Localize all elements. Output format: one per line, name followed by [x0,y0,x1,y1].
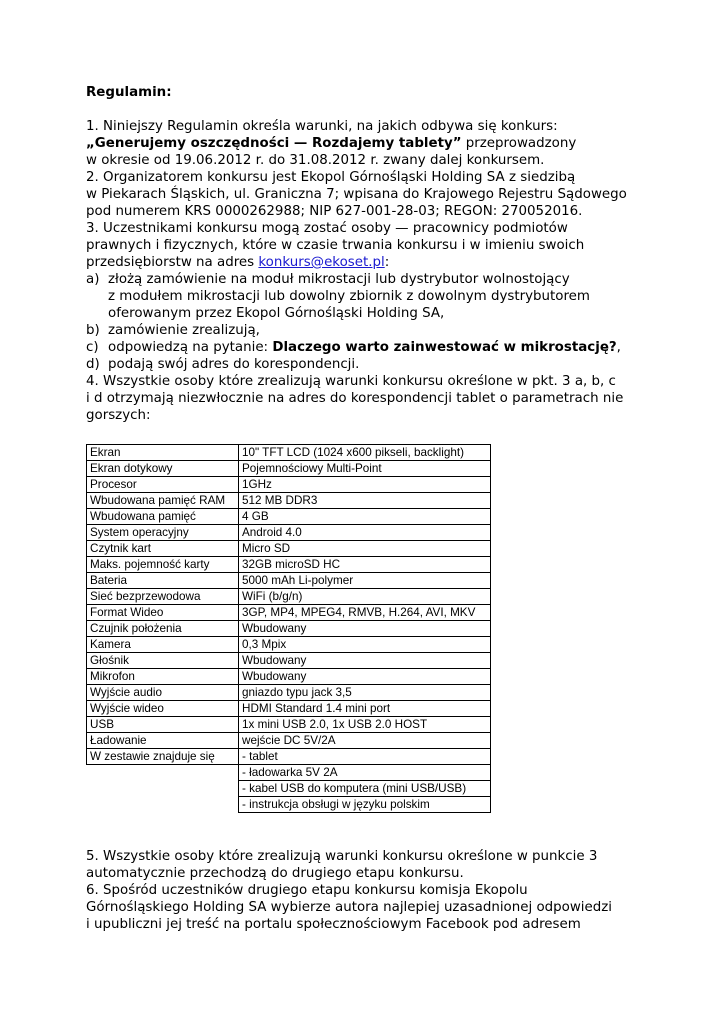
paragraph-text: : [384,255,390,270]
paragraph-line: w Piekarach Śląskich, ul. Graniczna 7; wpisana do Krajowego Rejestru Sądowego [86,187,627,202]
spec-label: Format Wideo [87,605,239,621]
table-row [87,749,491,765]
table-row [87,637,491,653]
spec-label: Procesor [87,477,239,493]
table-row [87,493,491,509]
spec-label: Maks. pojemność karty [87,557,239,573]
list-marker: b) [86,323,100,338]
table-row [87,525,491,541]
list-text: , [616,340,621,355]
table-row [87,685,491,701]
list-text: odpowiedzą na pytanie: [108,340,273,355]
table-row [87,797,491,813]
spec-label: Wyjście wideo [87,701,239,717]
spec-label [87,781,239,797]
list-item-a [86,271,646,322]
paragraph-3 [86,220,646,271]
spec-value: 4 GB [239,509,491,525]
spec-value: Micro SD [239,541,491,557]
spec-label [87,797,239,813]
spec-value: Wbudowany [239,621,491,637]
paragraph-4 [86,373,646,424]
paragraph-line [86,254,646,271]
paragraph-6 [86,882,646,933]
spec-label: Wbudowana pamięć RAM [87,493,239,509]
spec-label: Wyjście audio [87,685,239,701]
paragraph-line: w okresie od 19.06.2012 r. do 31.08.2012 r. zwany dalej konkursem. [86,153,545,168]
table-row [87,733,491,749]
contest-question: Dlaczego warto zainwestować w mikrostację? [272,340,617,355]
document-body-continued [86,848,646,933]
table-row [87,701,491,717]
spec-value: WiFi (b/g/n) [239,589,491,605]
spec-value: 3GP, MP4, MPEG4, RMVB, H.264, AVI, MKV [239,605,491,621]
paragraph-line: 5. Wszystkie osoby które zrealizują warunki konkursu określone w punkcie 3 [86,849,598,864]
table-row [87,669,491,685]
tablet-spec-table [86,444,491,813]
spec-value: Pojemnościowy Multi-Point [239,461,491,477]
spec-label: Ekran dotykowy [87,461,239,477]
list-marker: c) [86,340,99,355]
email-link[interactable]: konkurs@ekoset.pl [258,255,385,270]
table-row [87,509,491,525]
spec-value: - tablet [239,749,491,765]
list-line: złożą zamówienie na moduł mikrostacji lub dystrybutor wolnostojący [108,272,570,287]
paragraph-line: 1. Niniejszy Regulamin określa warunki, na jakich odbywa się konkurs: [86,119,558,134]
spec-label: System operacyjny [87,525,239,541]
table-row [87,541,491,557]
list-line: zamówienie zrealizują, [108,323,260,338]
conditions-list [86,271,646,373]
document-title: Regulamin: [86,85,172,100]
paragraph-line: 3. Uczestnikami konkursu mogą zostać osoby — pracownicy podmiotów [86,221,568,236]
table-row [87,573,491,589]
spec-label: W zestawie znajduje się [87,749,239,765]
spec-value: HDMI Standard 1.4 mini port [239,701,491,717]
paragraph-line: Górnośląskiego Holding SA wybierze autora najlepiej uzasadnionej odpowiedzi [86,900,612,915]
spec-value: - kabel USB do komputera (mini USB/USB) [239,781,491,797]
paragraph-line [86,135,646,152]
list-line: podają swój adres do korespondencji. [108,357,360,372]
list-item-c [86,339,646,356]
paragraph-2 [86,169,646,220]
contest-name: „Generujemy oszczędności — Rozdajemy tablety” [86,136,462,151]
spec-value: 5000 mAh Li-polymer [239,573,491,589]
paragraph-1 [86,118,646,169]
table-row [87,605,491,621]
document-body [86,84,646,424]
paragraph-text: przeprowadzony [461,136,577,151]
spec-value: wejście DC 5V/2A [239,733,491,749]
list-marker: a) [86,272,100,287]
list-item-b [86,322,646,339]
spec-label: Wbudowana pamięć [87,509,239,525]
spec-label: Czytnik kart [87,541,239,557]
paragraph-line: 4. Wszystkie osoby które zrealizują warunki konkursu określone w pkt. 3 a, b, c [86,374,616,389]
spec-value: 10" TFT LCD (1024 x600 pikseli, backlight) [239,445,491,461]
spec-label: Czujnik położenia [87,621,239,637]
spec-label: Kamera [87,637,239,653]
paragraph-text: przedsiębiorstw na adres [86,255,259,270]
paragraph-line: prawnych i fizycznych, które w czasie trwania konkursu i w imieniu swoich [86,238,585,253]
paragraph-5 [86,848,646,882]
table-row [87,717,491,733]
table-row [87,765,491,781]
table-row [87,653,491,669]
paragraph-line: i upubliczni jej treść na portalu społecznościowym Facebook pod adresem [86,917,581,932]
spec-value: 1x mini USB 2.0, 1x USB 2.0 HOST [239,717,491,733]
paragraph-line: 2. Organizatorem konkursu jest Ekopol Górnośląski Holding SA z siedzibą [86,170,576,185]
table-row [87,445,491,461]
spec-value: 32GB microSD HC [239,557,491,573]
spec-value: Android 4.0 [239,525,491,541]
spec-label: Bateria [87,573,239,589]
spec-value: - instrukcja obsługi w języku polskim [239,797,491,813]
spec-label: USB [87,717,239,733]
list-line: oferowanym przez Ekopol Górnośląski Holding SA, [108,306,445,321]
table-row [87,557,491,573]
table-row [87,621,491,637]
spec-value: gniazdo typu jack 3,5 [239,685,491,701]
spec-value: 0,3 Mpix [239,637,491,653]
spec-value: - ładowarka 5V 2A [239,765,491,781]
list-marker: d) [86,357,100,372]
list-line: z modułem mikrostacji lub dowolny zbiornik z dowolnym dystrybutorem [108,289,590,304]
spec-label: Sieć bezprzewodowa [87,589,239,605]
spec-value: 512 MB DDR3 [239,493,491,509]
table-row [87,477,491,493]
paragraph-line: automatycznie przechodzą do drugiego etapu konkursu. [86,866,464,881]
spec-label: Ładowanie [87,733,239,749]
spec-label: Ekran [87,445,239,461]
paragraph-line: pod numerem KRS 0000262988; NIP 627-001-28-03; REGON: 270052016. [86,204,583,219]
list-line [108,339,646,356]
spec-label: Głośnik [87,653,239,669]
table-row [87,461,491,477]
spec-value: 1GHz [239,477,491,493]
list-item-d [86,356,646,373]
spec-value: Wbudowany [239,653,491,669]
paragraph-line: 6. Spośród uczestników drugiego etapu konkursu komisja Ekopolu [86,883,528,898]
table-row [87,781,491,797]
spec-value: Wbudowany [239,669,491,685]
paragraph-line: gorszych: [86,408,151,423]
paragraph-line: i d otrzymają niezwłocznie na adres do korespondencji tablet o parametrach nie [86,391,624,406]
spec-label: Mikrofon [87,669,239,685]
spec-label [87,765,239,781]
table-row [87,589,491,605]
